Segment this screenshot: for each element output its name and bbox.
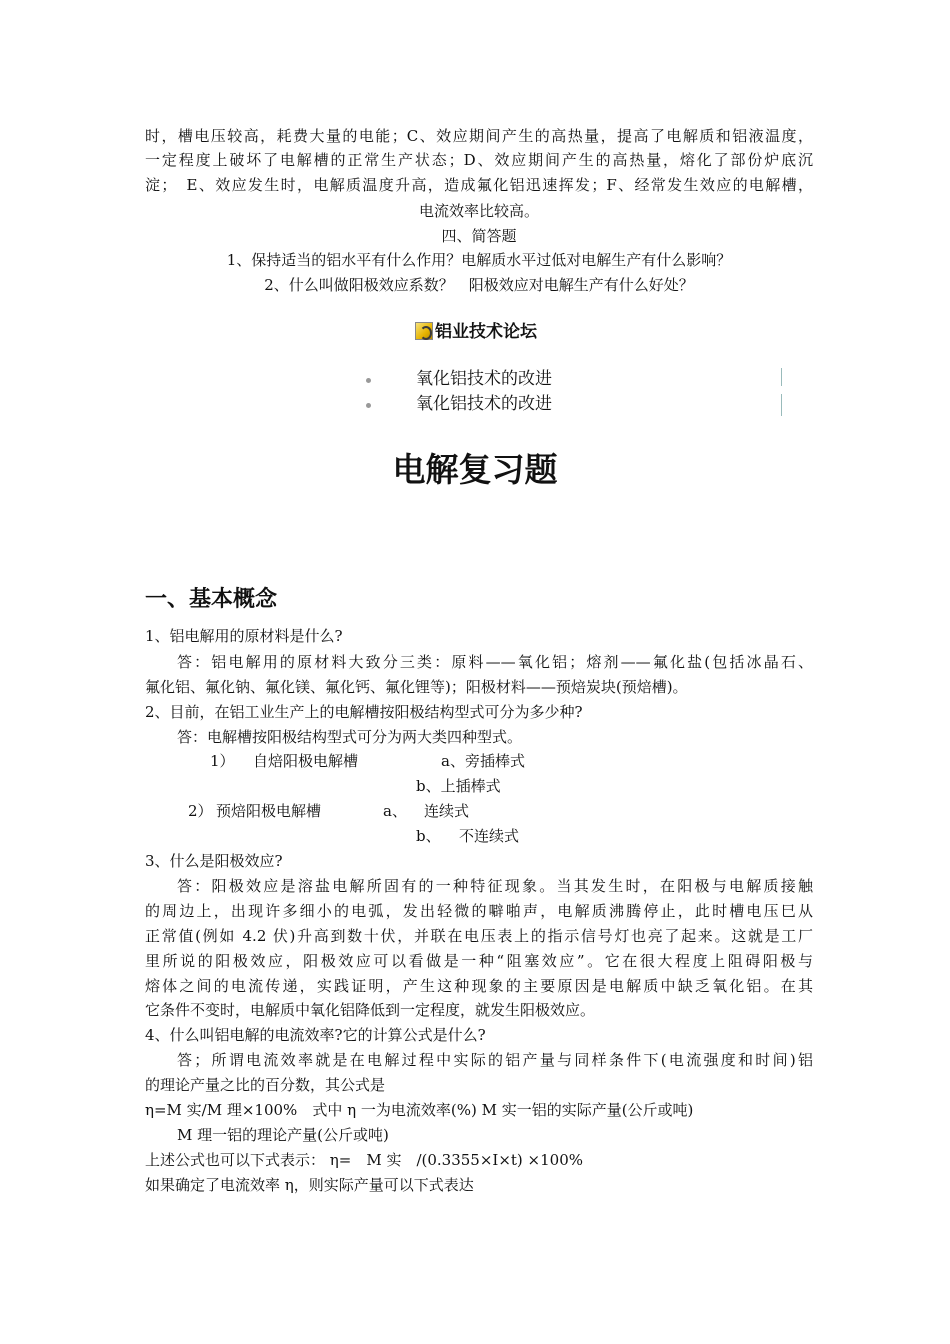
q2-type1-b: b、上插棒式 (416, 777, 501, 795)
q3-answer-line: 里所说的阳极效应，阳极效应可以看做是一种“阻塞效应”。它在很大程度上阻碍阳极与 (145, 952, 813, 970)
q2-type2-b-letter: b、 (416, 827, 441, 845)
q4-last-line: 如果确定了电流效率 η，则实际产量可以下式表达 (145, 1176, 474, 1194)
q2-type1-a: a、旁插棒式 (441, 752, 525, 770)
intro-line: 一定程度上破坏了电解槽的正常生产状态；D、效应期间产生的高热量，熔化了部份炉底沉 (145, 151, 813, 169)
q4-answer-line: 的理论产量之比的百分数，其公式是 (145, 1076, 386, 1094)
short-answer-question: 1、保持适当的铝水平有什么作用？电解质水平过低对电解生产有什么影响？ (226, 251, 732, 269)
q4-answer-line: 答；所谓电流效率就是在电解过程中实际的铝产量与同样条件下(电流强度和时间)铝 (177, 1051, 813, 1069)
q4-alt-formula: 上述公式也可以下式表示： η= M 实 /(0.3355×I×t) ×100% (145, 1151, 584, 1169)
q3-answer-line: 熔体之间的电流传递，实践证明，产生这种现象的主要原因是电解质中缺乏氧化铝。在其 (145, 977, 813, 995)
q2-type2-b-name: 不连续式 (459, 827, 520, 845)
document-title: 电解复习题 (392, 450, 558, 489)
divider (781, 394, 782, 416)
q3-answer-line: 正常值(例如 4.2 伏)升高到数十伏，并联在电压表上的指示信号灯也亮了起来。这就是工厂 (145, 927, 813, 945)
q2-answer: 答：电解槽按阳极结构型式可分为两大类四种型式。 (177, 728, 523, 746)
section1-heading: 一、基本概念 (145, 587, 278, 612)
intro-line: 时，槽电压较高，耗费大量的电能；C、效应期间产生的高热量，提高了电解质和铝液温度， (145, 127, 813, 145)
forum-logo-icon (415, 322, 433, 340)
q3-answer-line: 答：阳极效应是溶盐电解所固有的一种特征现象。当其发生时，在阳极与电解质接触 (177, 877, 813, 895)
q2-type1-name: 自焙阳极电解槽 (253, 752, 359, 770)
q1-answer-line: 氟化铝、氟化钠、氟化镁、氟化钙、氟化锂等)；阳极材料——预焙炭块(预焙槽)。 (145, 678, 688, 696)
article-link[interactable]: 氧化铝技术的改进 (416, 369, 552, 389)
article-link[interactable]: 氧化铝技术的改进 (416, 394, 552, 414)
q2-type1-num: 1） (210, 752, 235, 770)
forum-link[interactable] (415, 320, 537, 344)
bullet-dot-icon (366, 378, 371, 383)
bullet-dot-icon (366, 403, 371, 408)
section4-heading: 四、简答题 (441, 227, 517, 245)
q2-type2-a-letter: a、 (383, 802, 407, 820)
intro-line-last: 电流效率比较高。 (418, 202, 539, 220)
q2-type2-num: 2） (188, 802, 213, 820)
q3-question: 3、什么是阳极效应? (145, 852, 283, 870)
short-answer-question: 2、什么叫做阳极效应系数？ 阳极效应对电解生产有什么好处？ (264, 276, 694, 294)
divider (781, 368, 782, 386)
forum-label: 铝业技术论坛 (435, 322, 537, 342)
q4-formula: η=M 实/M 理×100% 式中 η 一为电流效率(%) M 实一铝的实际产量(公斤或吨) (145, 1101, 694, 1119)
q2-type2-name: 预焙阳极电解槽 (216, 802, 322, 820)
intro-line: 淀； E、效应发生时，电解质温度升高，造成氟化铝迅速挥发；F、经常发生效应的电解槽， (145, 176, 813, 194)
q4-question: 4、什么叫铝电解的电流效率?它的计算公式是什么? (145, 1026, 486, 1044)
q3-answer-last: 它条件不变时，电解质中氧化铝降低到一定程度，就发生阳极效应。 (145, 1001, 596, 1019)
q3-answer-line: 的周边上，出现许多细小的电弧，发出轻微的噼啪声，电解质沸腾停止，此时槽电压巳从 (145, 902, 813, 920)
q1-answer-line: 答：铝电解用的原材料大致分三类：原料——氧化铝；熔剂——氟化盐(包括冰晶石、 (177, 653, 813, 671)
q4-formula-note: M 理一铝的理论产量(公斤或吨) (177, 1126, 389, 1144)
q1-question: 1、铝电解用的原材料是什么? (145, 627, 343, 645)
q2-type2-a-name: 连续式 (424, 802, 470, 820)
q2-question: 2、目前，在铝工业生产上的电解槽按阳极结构型式可分为多少种? (145, 703, 583, 721)
